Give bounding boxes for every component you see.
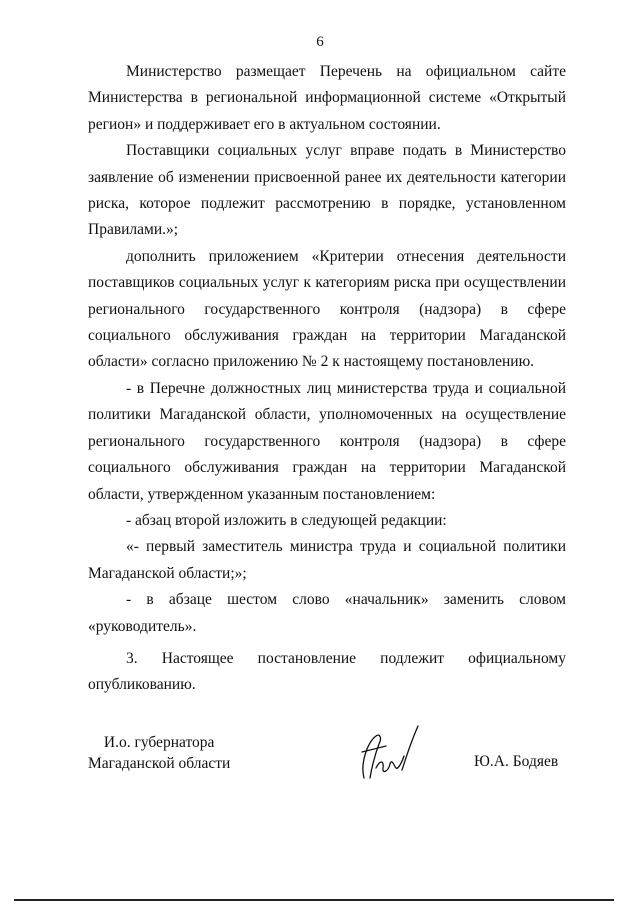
paragraph-risk-category-change: Поставщики социальных услуг вправе подать в Министерство заявление об изменении присвоенной ранее их деятельности категории риска, которое подлежит рассмотрению в порядке, установленном Правилами.»; <box>88 142 566 239</box>
handwritten-signature <box>346 722 426 790</box>
paragraph-appendix-criteria: дополнить приложением «Критерии отнесения деятельности поставщиков социальных услуг к категориям риска при осуществлении регионального государственного контроля (надзора) в сфере социального обслуживания граждан на территории Магаданской области» согласно приложению № 2 к настоящему постановлению. <box>88 247 566 371</box>
bottom-rule <box>14 899 614 901</box>
paragraph-sixth-indent: - в абзаце шестом слово «начальник» заменить словом «руководитель». <box>88 591 566 635</box>
signatory-title <box>88 732 230 774</box>
paragraph-officials-list: - в Перечне должностных лиц министерства труда и социальной политики Магаданской области, уполномоченных на осуществление регионального государственного контроля (надзора) в сфере социального обслуживания граждан на территории Магаданской области, утвержденном указанным постановлением: <box>88 379 566 503</box>
signatory-name: Ю.А. Бодяев <box>474 753 559 770</box>
signatory-title-line2: Магаданской области <box>88 755 231 772</box>
document-body <box>88 59 566 699</box>
paragraph-second-indent: - абзац второй изложить в следующей редакции: <box>126 511 447 529</box>
paragraph-publication-clause: 3. Настоящее постановление подлежит официальному опубликованию. <box>88 649 566 694</box>
paragraph-first-deputy: «- первый заместитель министра труда и социальной политики Магаданской области;»; <box>88 538 566 582</box>
signatory-title-line1: И.о. губернатора <box>103 734 215 751</box>
paragraph-publication-info: Министерство размещает Перечень на официальном сайте Министерства в региональной информационной системе «Открытый регион» и поддерживает его в актуальном состоянии. <box>88 63 566 133</box>
page-number: 6 <box>316 34 324 50</box>
